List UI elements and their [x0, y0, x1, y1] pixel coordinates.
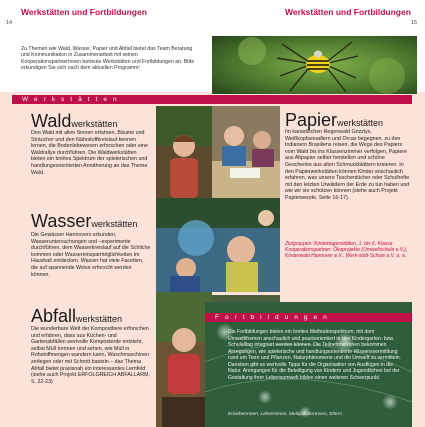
page-title-left: Werkstätten und Fortbildungen [21, 7, 147, 17]
fortbildungen-credit: ErzieherInnen, LehrerInnen, MultiplikatorInnen, Eltern [228, 412, 342, 417]
spider-photo [212, 36, 417, 94]
papier-title-big: Papier [285, 110, 338, 130]
page-title-right: Werkstätten und Fortbildungen [285, 7, 411, 17]
page-number-right: 15 [411, 20, 418, 26]
photo-strip [212, 292, 280, 302]
wasser-title-big: Wasser [31, 211, 92, 231]
photo-kids-table [212, 106, 280, 198]
photo-compost [156, 292, 212, 427]
abfall-text: Die wunderbare Welt der Komposttiere erforschen und erfahren, dass aus Küchen- und Gartenabfällen wertvolle Komposterde entsteht, selbst Müll trennen und sehen, wie Müll in Rohstoffmengen wandern kann, Waschmaschinen zerlegen oder mit Schrott basteln – das Thema Abfall bietet praxisnah ein interessantes Lernfeld (siehe auch Projekt ERFOLGREICH ABFALLARM, S. 22-23) [31, 326, 150, 385]
wasser-text: Die Gewässer Hannovers erkunden, Wasseruntersuchungen und –experimente durchführen, dem Wasserkreislauf auf die Schliche kommen oder Wassereinsparmöglichkeiten im Haushalt entdecken. Wasser hat viele Facetten, die auf spannende Weise erforscht werden können. [31, 232, 151, 278]
wald-title-big: Wald [31, 111, 72, 131]
section-band-fortbildungen [205, 313, 412, 322]
abfall-title-big: Abfall [31, 306, 77, 326]
wald-text: Den Wald mit allen Sinnen erfahren, Bäume und Sträucher und den Nährstoffkreislauf kennen lernen, die Bodenlebewesen erforschen oder eine Waldrallye durchführen. Die Waldwerkstätten bieten ein breites Spektrum der spielerischen und handlungsorientierten Annäherung an das Thema Wald. [31, 130, 148, 176]
papier-credit: Zielgruppen: Kindertagesstätten, 1. bis 6. Klasse Kooperationspartner: Ökoprojekte (Umweltschule e.V.), Kinderwald Hannover e.V., Werk-statt-Schule e.V. u. a. [285, 241, 408, 260]
abfall-heading [31, 307, 122, 328]
page-number-left: 14 [6, 20, 13, 26]
section-band-label: Werkstätten [22, 96, 123, 103]
photo-child-forest [156, 106, 212, 198]
papier-title-small: werkstätten [337, 118, 384, 128]
fortbildungen-band-label: Fortbildungen [215, 314, 333, 321]
wald-title-small: werkstätten [71, 119, 118, 129]
fortbildungen-text: Die Fortbildungen bieten ein breites Methodenspektrum, mit dem Umweltthemen anschaulich und praxisorientiert in den Kindergarten- bzw. Schulalltag integriert werden können. Die TeilnehmerInnen bekommen Anregungen, wie spielerische und handlungsorientierte Wissensvermittlung rund um Tiere und Pflanzen, Naturphänomene und die Umwelt zu vermitteln. Daneben gibt es wertvolle Tipps für die Organisation von Ausflügen in die Natur. Anregungen für die Beteiligung von Kindern und Jugendlichen bei der Gestaltung ihrer Lebensumwelt bilden einen weiteren Schwerpunkt. [228, 329, 401, 381]
intro-text: Zu Themen wie Wald, Wasser, Papier und Abfall bietet das Team Beratung und Kommunikation in Zusammenarbeit mit seinen KooperationspartnerInnen betreute Werkstätten und Fortbildungen an. Bitte erkundigen Sie sich nach dem aktuellen Programm! [21, 46, 195, 72]
photo-water-experiment [156, 198, 280, 292]
section-band-werkstaetten [12, 95, 412, 104]
wasser-title-small: werkstätten [91, 219, 138, 229]
wasser-heading [31, 212, 137, 233]
abfall-title-small: werkstätten [76, 314, 123, 324]
papier-text: Im kanadischen Regenwald Grizzlys, Weißkopfseeadlern und Orcas begegnen, zu den Indianern Brasiliens reisen, die Wege des Papiers vom Wald bis ins Klassenzimmer verfolgen, Papiere aus Altpapier selber herstellen und schöne Geschenke aus alten Schmuckblättern kreieren. In den Papierwerkstätten können Kinder anschaulich erfahren, was unsere Taschentücher oder Schulhefte mit den letzten Urwäldern der Erde zu tun haben und wie wir sie schützen können (siehe auch Projekt Papierwende, Seite 16-17). [285, 129, 410, 201]
